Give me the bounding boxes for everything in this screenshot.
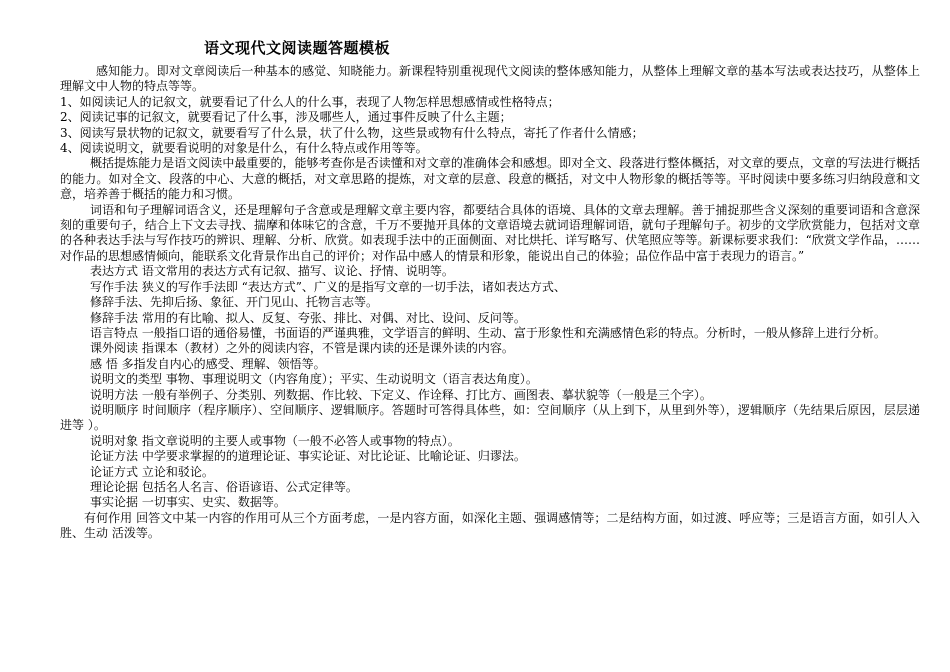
paragraph: 事实论据 一切事实、史实、数据等。 bbox=[90, 495, 286, 510]
paragraph: 说明文的类型 事物、事理说明文（内容角度）；平实、生动说明文（语言表达角度）。 bbox=[90, 372, 538, 387]
paragraph: 表达方式 语文常用的表达方式有记叙、描写、议论、抒情、说明等。 bbox=[90, 264, 454, 279]
document-page bbox=[60, 38, 920, 542]
paragraph: 感 悟 多指发自内心的感受、理解、领悟等。 bbox=[90, 356, 326, 371]
paragraph: 3、阅读写景状物的记叙文，就要看写了什么景，状了什么物，这些景或物有什么特点，寄托了作者什么情感； bbox=[60, 125, 644, 140]
paragraph: 感知能力。即对文章阅读后一种基本的感觉、知晓能力。新课程特别重视现代文阅读的整体感知能力，从整体上理解文章的基本写法或表达技巧，从整体上理解文中人物的特点等等。 bbox=[60, 64, 920, 94]
paragraph: 修辞手法、先抑后扬、象征、开门见山、托物言志等。 bbox=[90, 295, 379, 310]
paragraph: 4、阅读说明文，就要看说明的对象是什么，有什么特点或作用等等。 bbox=[60, 141, 428, 156]
paragraph: 课外阅读 指课本（教材）之外的阅读内容，不管是课内读的还是课外读的内容。 bbox=[90, 341, 514, 356]
paragraph: 论证方法 中学要求掌握的的道理论证、事实论证、对比论证、比喻论证、归谬法。 bbox=[90, 449, 526, 464]
paragraph: 论证方式 立论和驳论。 bbox=[90, 464, 214, 479]
paragraph: 语言特点 一般指口语的通俗易懂，书面语的严谨典雅，文学语言的鲜明、生动、富于形象性和充满感情色彩的特点。分析时，一般从修辞上进行分析。 bbox=[90, 325, 886, 340]
paragraph: 说明对象 指文章说明的主要人或事物（一般不必答人或事物的特点）。 bbox=[90, 433, 460, 448]
paragraph: 1、如阅读记人的记叙文，就要看记了什么人的什么事，表现了人物怎样思想感情或性格特点； bbox=[60, 94, 560, 109]
document-body bbox=[60, 64, 920, 542]
paragraph: 有何作用 回答文中某一内容的作用可从三个方面考虑，一是内容方面，如深化主题、强调感情等；二是结构方面，如过渡、呼应等；三是语言方面，如引人入胜、生动 活泼等。 bbox=[60, 510, 920, 541]
document-title: 语文现代文阅读题答题模板 bbox=[204, 39, 391, 57]
paragraph: 说明方法 一般有举例子、分类别、列数据、作比较、下定义、作诠释、打比方、画图表、摹状貌等（一般是三个字）。 bbox=[90, 387, 712, 402]
paragraph: 写作手法 狭义的写作手法即 “表达方式”、广义的是指写文章的一切手法，诸如表达方式、 bbox=[90, 279, 566, 294]
paragraph: 概括提炼能力是语文阅读中最重要的，能够考查你是否读懂和对文章的准确体会和感想。即对全文、段落进行整体概括，对文章的要点，文章的写法进行概括的能力。如对全文、段落的中心、大意的概括，对文章思路的提炼，对文章的层意、段意的概括，对文中人物形象的概括等等。平时阅读中要多练习归纳段意和文意，培养善于概括的能力和习惯。 bbox=[60, 156, 920, 202]
paragraph: 词语和句子理解词语含义，还是理解句子含意或是理解文章主要内容，都要结合具体的语境、具体的文章去理解。善于捕捉那些含义深刻的重要词语和含意深刻的重要句子，结合上下文去寻找、揣摩和体味它的含意，千万不要抛开具体的文章语境去就词语理解词语，就句子理解句子。初步的文学欣赏能力，包括对文章的各种表达手法与写作技巧的辨识、理解、分析、欣赏。如表现手法中的正面侧面、对比烘托、详写略写、伏笔照应等等。新课标要求我们：“欣赏文学作品，……对作品的思想感情倾向，能联系文化背景作出自己的评价；对作品中感人的情景和形象，能说出自己的体验；品位作品中富于表现力的语言。” bbox=[60, 202, 920, 263]
paragraph: 修辞手法 常用的有比喻、拟人、反复、夸张、排比、对偶、对比、设问、反问等。 bbox=[90, 310, 526, 325]
paragraph: 说明顺序 时间顺序（程序顺序）、空间顺序、逻辑顺序。答题时可答得具体些，如：空间顺序（从上到下，从里到外等），逻辑顺序（先结果后原因，层层递进等 ）。 bbox=[60, 402, 920, 433]
paragraph: 理论论据 包括名人名言、俗语谚语、公式定律等。 bbox=[90, 479, 358, 494]
paragraph: 2、阅读记事的记叙文，就要看记了什么事，涉及哪些人，通过事件反映了什么主题； bbox=[60, 110, 512, 125]
